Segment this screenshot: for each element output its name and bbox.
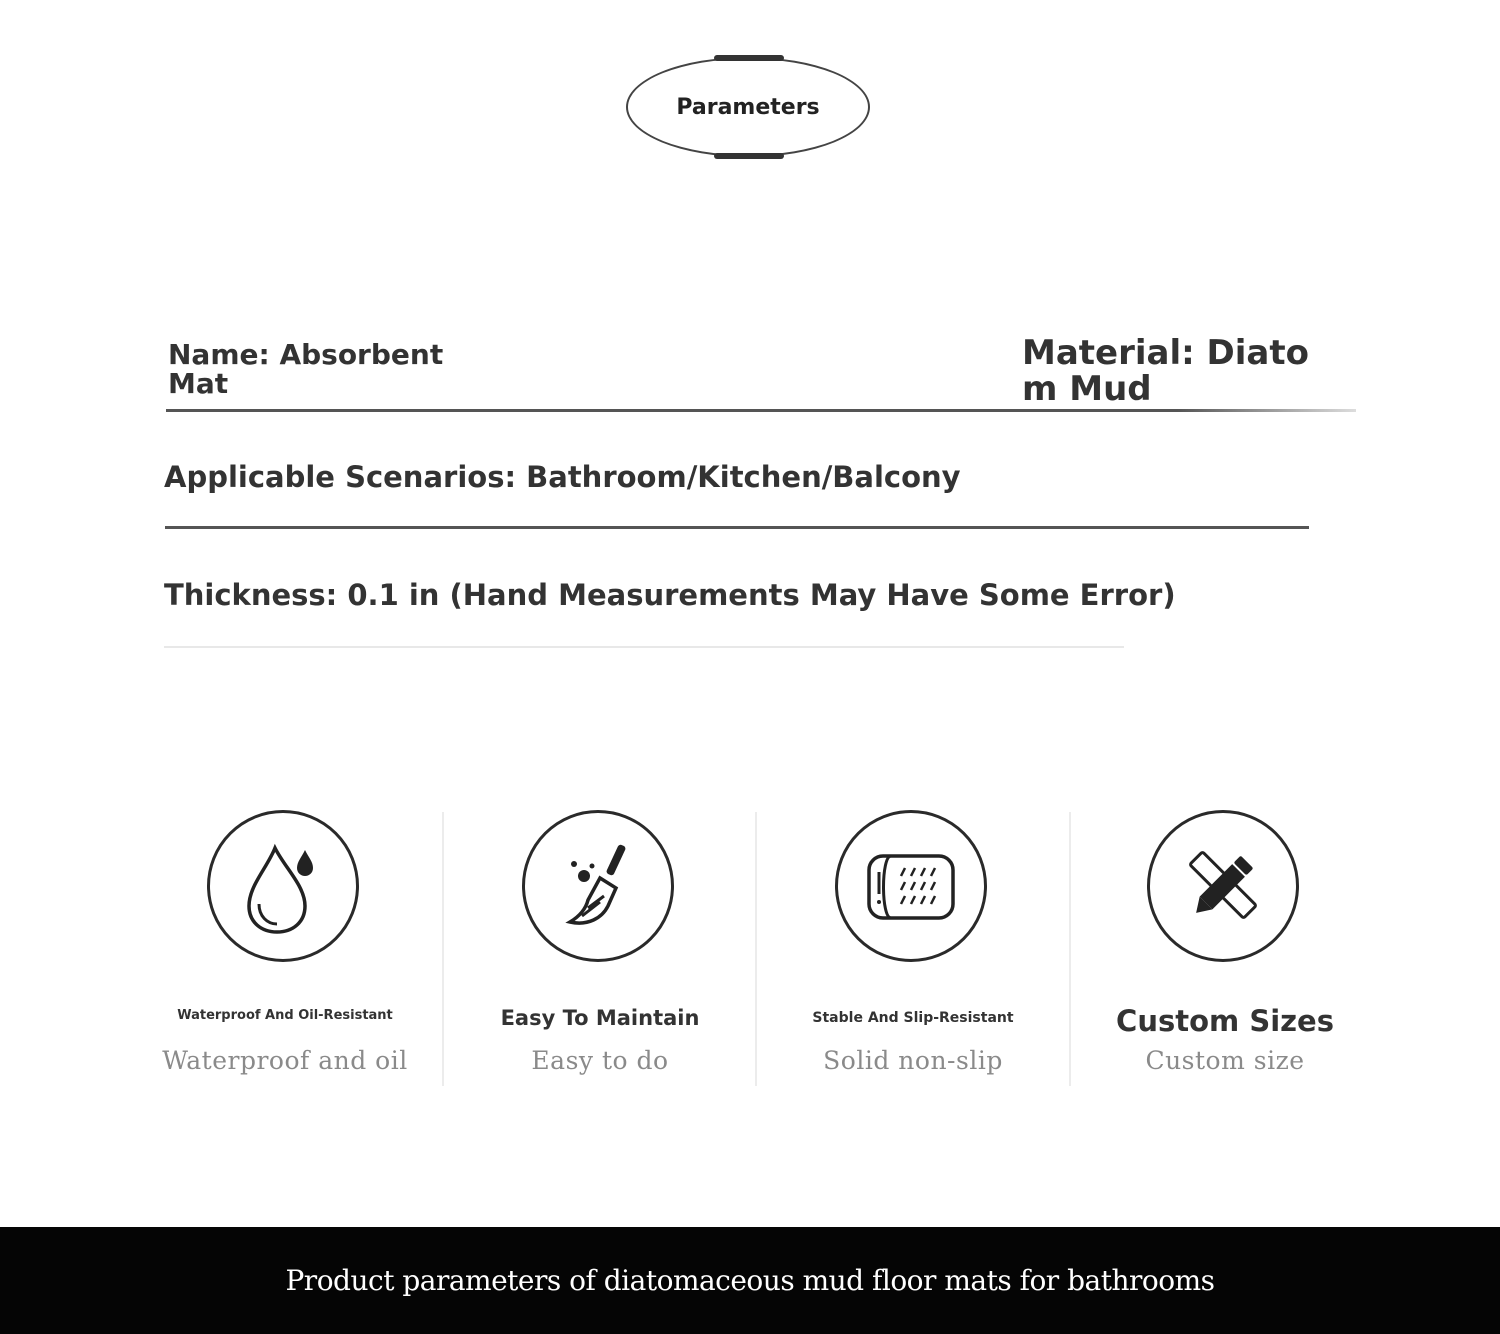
param-material: Material: Diatom Mud — [1022, 333, 1309, 409]
column-divider — [442, 812, 444, 1086]
non-slip-mat-icon — [835, 810, 987, 962]
water-drop-icon — [207, 810, 359, 962]
broom-icon — [522, 810, 674, 962]
feature-sublabel: Easy to do — [531, 1046, 669, 1075]
feature-sublabel: Custom size — [1145, 1046, 1305, 1075]
feature-waterproof — [135, 810, 435, 1086]
param-thickness: Thickness: 0.1 in (Hand Measurements May Have Some Error) — [164, 578, 1176, 612]
ruler-pencil-icon — [1147, 810, 1299, 962]
param-scenarios: Applicable Scenarios: Bathroom/Kitchen/Balcony — [164, 460, 961, 494]
feature-sublabel: Solid non-slip — [823, 1046, 1003, 1075]
param-name: Name: Absorbent Mat — [168, 338, 444, 401]
parameters-title: Parameters — [676, 94, 820, 120]
feature-slip-resistant — [763, 810, 1063, 1086]
feature-label: Waterproof And Oil-Resistant — [177, 1008, 393, 1023]
feature-sublabel: Waterproof and oil — [162, 1046, 408, 1075]
feature-custom-sizes — [1075, 810, 1375, 1086]
divider-line — [165, 526, 1309, 529]
divider-line — [166, 409, 1356, 412]
feature-label: Stable And Slip-Resistant — [812, 1010, 1014, 1026]
column-divider — [755, 812, 757, 1086]
footer-caption-bar — [0, 1227, 1500, 1334]
divider-line — [164, 646, 1124, 648]
footer-caption: Product parameters of diatomaceous mud floor mats for bathrooms — [285, 1264, 1215, 1297]
column-divider — [1069, 812, 1071, 1086]
feature-easy-maintain — [450, 810, 750, 1086]
feature-label: Custom Sizes — [1116, 1004, 1334, 1038]
feature-label: Easy To Maintain — [500, 1006, 700, 1030]
parameters-badge — [626, 57, 870, 157]
